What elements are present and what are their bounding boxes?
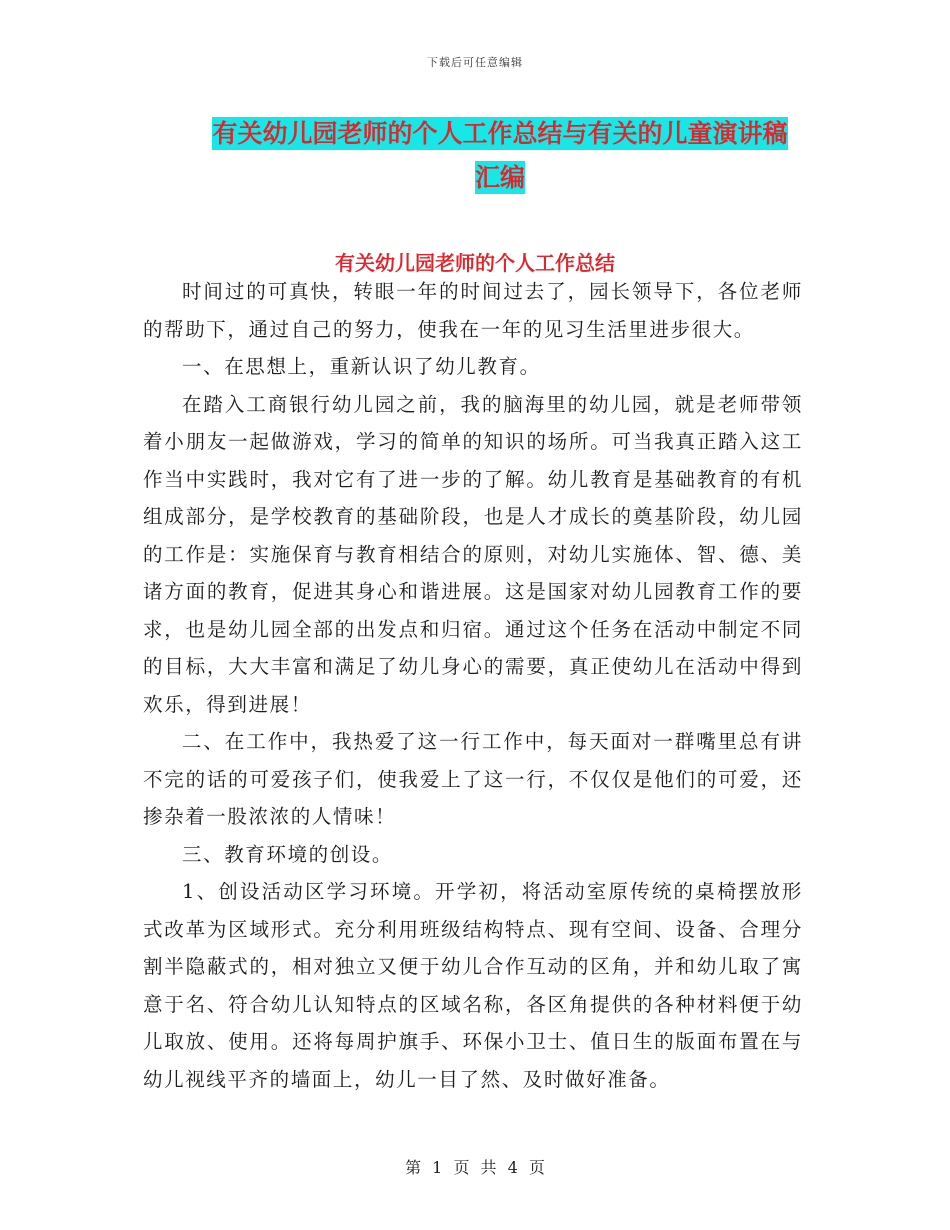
document-title-line-1: 有关幼儿园老师的个人工作总结与有关的儿童演讲稿 xyxy=(212,119,788,148)
document-title xyxy=(190,112,810,200)
body-text xyxy=(143,273,803,1098)
page-footer: 第 1 页 共 4 页 xyxy=(405,1158,545,1177)
paragraph-environment: 1、创设活动区学习环境。开学初，将活动室原传统的桌椅摆放形式改革为区域形式。充分利用班级结构特点、现有空间、设备、合理分割半隐蔽式的，相对独立又便于幼儿合作互动的区角，并和幼儿取了寓意于名、符合幼儿认知特点的区域名称，各区角提供的各种材料便于幼儿取放、使用。还将每周护旗手、环保小卫士、值日生的版面布置在与幼儿视线平齐的墙面上，幼儿一目了然、及时做好准备。 xyxy=(143,880,803,1091)
paragraph-heading-2: 二、在工作中，我热爱了这一行工作中，每天面对一群嘴里总有讲不完的话的可爱孩子们，使我爱上了这一行，不仅仅是他们的可爱，还掺杂着一股浓浓的人情味！ xyxy=(143,730,803,828)
paragraph-heading-3: 三、教育环境的创设。 xyxy=(182,842,394,866)
header-note: 下载后可任意编辑 xyxy=(427,56,523,69)
paragraph-education: 在踏入工商银行幼儿园之前，我的脑海里的幼儿园，就是老师带领着小朋友一起做游戏，学习的简单的知识的场所。可当我真正踏入这工作当中实践时，我对它有了进一步的了解。幼儿教育是基础教育的有机组成部分，是学校教育的基础阶段，也是人才成长的奠基阶段，幼儿园的工作是：实施保育与教育相结合的原则，对幼儿实施体、智、德、美诸方面的教育，促进其身心和谐进展。这是国家对幼儿园教育工作的要求，也是幼儿园全部的出发点和归宿。通过这个任务在活动中制定不同的目标，大大丰富和满足了幼儿身心的需要，真正使幼儿在活动中得到欢乐，得到进展！ xyxy=(143,392,803,716)
paragraph-intro: 时间过的可真快，转眼一年的时间过去了，园长领导下，各位老师的帮助下，通过自己的努力，使我在一年的见习生活里进步很大。 xyxy=(143,280,803,341)
section-title: 有关幼儿园老师的个人工作总结 xyxy=(335,251,615,275)
document-title-line-2: 汇编 xyxy=(474,163,525,192)
paragraph-heading-1: 一、在思想上，重新认识了幼儿教育。 xyxy=(182,355,541,378)
